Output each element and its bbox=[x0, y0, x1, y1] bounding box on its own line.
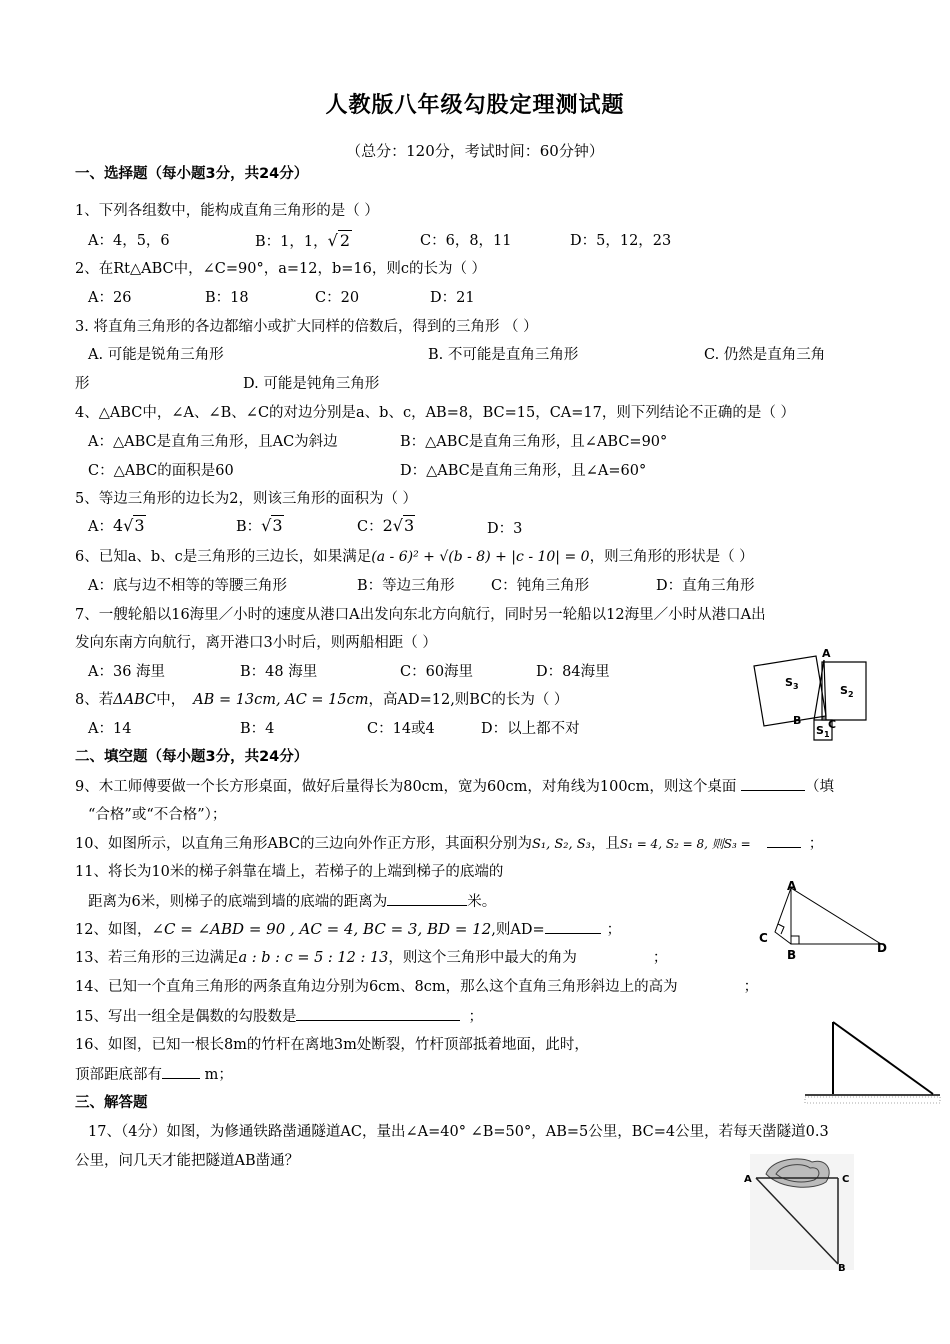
q7-option-a: A：36 海里 bbox=[88, 664, 166, 680]
q1-option-b: B：1，1，√ 2 bbox=[255, 231, 350, 250]
q12-answer-blank[interactable] bbox=[545, 919, 601, 934]
q3-option-b: B. 不可能是直角三角形 bbox=[428, 347, 579, 363]
q9-line2: “合格”或“不合格”）； bbox=[88, 807, 227, 823]
q2-option-c: C：20 bbox=[315, 290, 360, 306]
q16-answer-blank[interactable] bbox=[162, 1064, 200, 1079]
q4-option-b: B：△ABC是直角三角形，且∠ABC=90° bbox=[400, 434, 668, 450]
q11-line2: 距离为6米，则梯子的底端到墙的底端的距离为 米。 bbox=[88, 891, 496, 912]
q9-line1: 9、木工师傅要做一个长方形桌面，做好后量得长为80cm，宽为60cm，对角线为100cm，则这个桌面 （填 bbox=[75, 776, 834, 797]
q3-option-a: A. 可能是锐角三角形 bbox=[88, 347, 224, 363]
q15-answer-blank[interactable] bbox=[296, 1006, 460, 1021]
right-angle-mark bbox=[791, 936, 799, 944]
q6-formula: (a - 6)² + √(b - 8) + |c - 10| = 0 bbox=[371, 549, 590, 565]
q11-answer-blank[interactable] bbox=[387, 891, 467, 906]
q5-option-a: A：4√3 bbox=[88, 516, 145, 535]
q3-option-c: C. 仍然是直角三角 bbox=[704, 347, 826, 363]
q7-option-b: B：48 海里 bbox=[240, 664, 318, 680]
q2-option-d: D：21 bbox=[430, 290, 475, 306]
q4-option-d: D：△ABC是直角三角形，且∠A=60° bbox=[400, 463, 647, 479]
q13-stem: 13、若三角形的三边满足a : b : c = 5 : 12 : 13，则这个三角形中最大的角为 ； bbox=[75, 950, 668, 966]
label-a: A bbox=[744, 1174, 752, 1185]
label-c: C bbox=[828, 718, 837, 731]
q3-option-c-cont: 形 bbox=[75, 376, 90, 392]
q5-option-c: C：2√3 bbox=[357, 516, 415, 535]
section-solve: 三、解答题 bbox=[75, 1095, 148, 1111]
q2-option-a: A：26 bbox=[88, 290, 132, 306]
label-b: B bbox=[787, 948, 797, 962]
q5-stem: 5、等边三角形的边长为2，则该三角形的面积为（ ） bbox=[75, 491, 418, 507]
q17-line1: 17、（4分）如图，为修通铁路凿通隧道AC，量出∠A=40° ∠B=50°，AB=5公里，BC=4公里，若每天凿隧道0.3 bbox=[88, 1124, 829, 1140]
label-s1: $S_1$ bbox=[816, 724, 830, 739]
q4-stem: 4、△ABC中，∠A、∠B、∠C的对边分别是a、b、c，AB=8，BC=15，CA=17，则下列结论不正确的是（ ） bbox=[75, 405, 795, 421]
q4-option-c: C：△ABC的面积是60 bbox=[88, 463, 234, 479]
q8-option-c: C：14或4 bbox=[367, 721, 435, 737]
triangle-abd bbox=[791, 888, 881, 944]
q3-stem: 3. 将直角三角形的各边都缩小或扩大同样的倍数后，得到的三角形 （ ） bbox=[75, 319, 538, 335]
section-fill: 二、填空题（每小题3分，共24分） bbox=[75, 749, 309, 765]
label-b: B bbox=[793, 714, 802, 727]
q11-line1: 11、将长为10米的梯子斜靠在墙上，若梯子的上端到梯子的底端的 bbox=[75, 864, 504, 880]
q5-option-b: B：√3 bbox=[236, 516, 283, 535]
q7-option-c: C：60海里 bbox=[400, 664, 474, 680]
q8-option-d: D：以上都不对 bbox=[481, 721, 580, 737]
page-title: 人教版八年级勾股定理测试题 bbox=[325, 93, 625, 118]
tunnel-figure bbox=[742, 1148, 862, 1273]
label-a: A bbox=[787, 879, 797, 893]
q6-option-d: D：直角三角形 bbox=[656, 578, 755, 594]
q4-option-a: A：△ABC是直角三角形，且AC为斜边 bbox=[88, 434, 338, 450]
q8-stem: 8、若ΔABC中， AB = 13cm, AC = 15cm，高AD=12,则BC的长为（ ） bbox=[75, 692, 569, 708]
q6-option-b: B：等边三角形 bbox=[357, 578, 455, 594]
q6-stem: 6、已知a、b、c是三角形的三边长，如果满足(a - 6)² + √(b - 8) + |c - 10| = 0，则三角形的形状是（ ） bbox=[75, 549, 754, 565]
q2-option-b: B：18 bbox=[205, 290, 249, 306]
triangle-acb bbox=[775, 888, 791, 944]
q16-line2: 顶部距底部有 m； bbox=[75, 1064, 233, 1085]
label-c: C bbox=[842, 1174, 850, 1185]
q3-option-d: D. 可能是钝角三角形 bbox=[243, 376, 380, 392]
q16-line1: 16、如图，已知一根长8m的竹杆在离地3m处断裂，竹杆顶部抵着地面，此时， bbox=[75, 1037, 589, 1053]
q2-stem: 2、在Rt△ABC中，∠C=90°，a=12，b=16，则c的长为（ ） bbox=[75, 261, 487, 277]
ground-hatch bbox=[805, 1097, 940, 1103]
q8-option-a: A：14 bbox=[88, 721, 132, 737]
q10-answer-blank[interactable] bbox=[767, 833, 801, 848]
q8-option-b: B：4 bbox=[240, 721, 275, 737]
label-b: B bbox=[838, 1263, 846, 1274]
q1-option-d: D：5，12，23 bbox=[570, 233, 672, 249]
q7-line1: 7、一艘轮船以16海里／小时的速度从港口A出发向东北方向航行，同时另一轮船以12海里／小时从港口A出 bbox=[75, 607, 766, 623]
bamboo-figure bbox=[805, 1018, 940, 1110]
q15-stem: 15、写出一组全是偶数的勾股数是 ； bbox=[75, 1006, 483, 1027]
triangle-abd-figure bbox=[755, 880, 895, 965]
q14-stem: 14、已知一个直角三角形的两条直角边分别为6cm、8cm，那么这个直角三角形斜边上的高为 ； bbox=[75, 979, 759, 995]
label-d: D bbox=[877, 941, 887, 955]
q12-stem: 12、如图，∠C = ∠ABD = 90 , AC = 4, BC = 3, BD = 12,则AD= ； bbox=[75, 920, 622, 938]
q10-stem: 10、如图所示，以直角三角形ABC的三边向外作正方形，其面积分别为S₁, S₂, S₃，且S₁ = 4, S₂ = 8, 则S₃ = ； bbox=[75, 833, 823, 855]
q1-option-a: A：4，5，6 bbox=[88, 233, 170, 249]
section-choice: 一、选择题（每小题3分，共24分） bbox=[75, 166, 309, 182]
bamboo-broken bbox=[833, 1022, 933, 1094]
page-subtitle: （总分：120分，考试时间：60分钟） bbox=[346, 142, 604, 160]
label-a: A bbox=[822, 647, 831, 660]
q7-option-d: D：84海里 bbox=[536, 664, 610, 680]
label-c: C bbox=[759, 931, 768, 945]
q6-option-a: A：底与边不相等的等腰三角形 bbox=[88, 578, 287, 594]
q1-option-c: C：6，8，11 bbox=[420, 233, 512, 249]
q7-line2: 发向东南方向航行，离开港口3小时后，则两船相距（ ） bbox=[75, 635, 437, 651]
right-angle-mark bbox=[778, 924, 784, 934]
squares-figure bbox=[750, 648, 880, 748]
q1-stem: 1、下列各组数中，能构成直角三角形的是（ ） bbox=[75, 203, 379, 219]
q17-line2: 公里，问几天才能把隧道AB凿通？ bbox=[75, 1153, 300, 1169]
q5-option-d: D：3 bbox=[487, 521, 523, 537]
q6-option-c: C：钝角三角形 bbox=[491, 578, 590, 594]
label-s2: $S_2$ bbox=[840, 684, 854, 699]
q9-answer-blank[interactable] bbox=[741, 776, 805, 791]
label-s3: $S_3$ bbox=[785, 676, 799, 691]
